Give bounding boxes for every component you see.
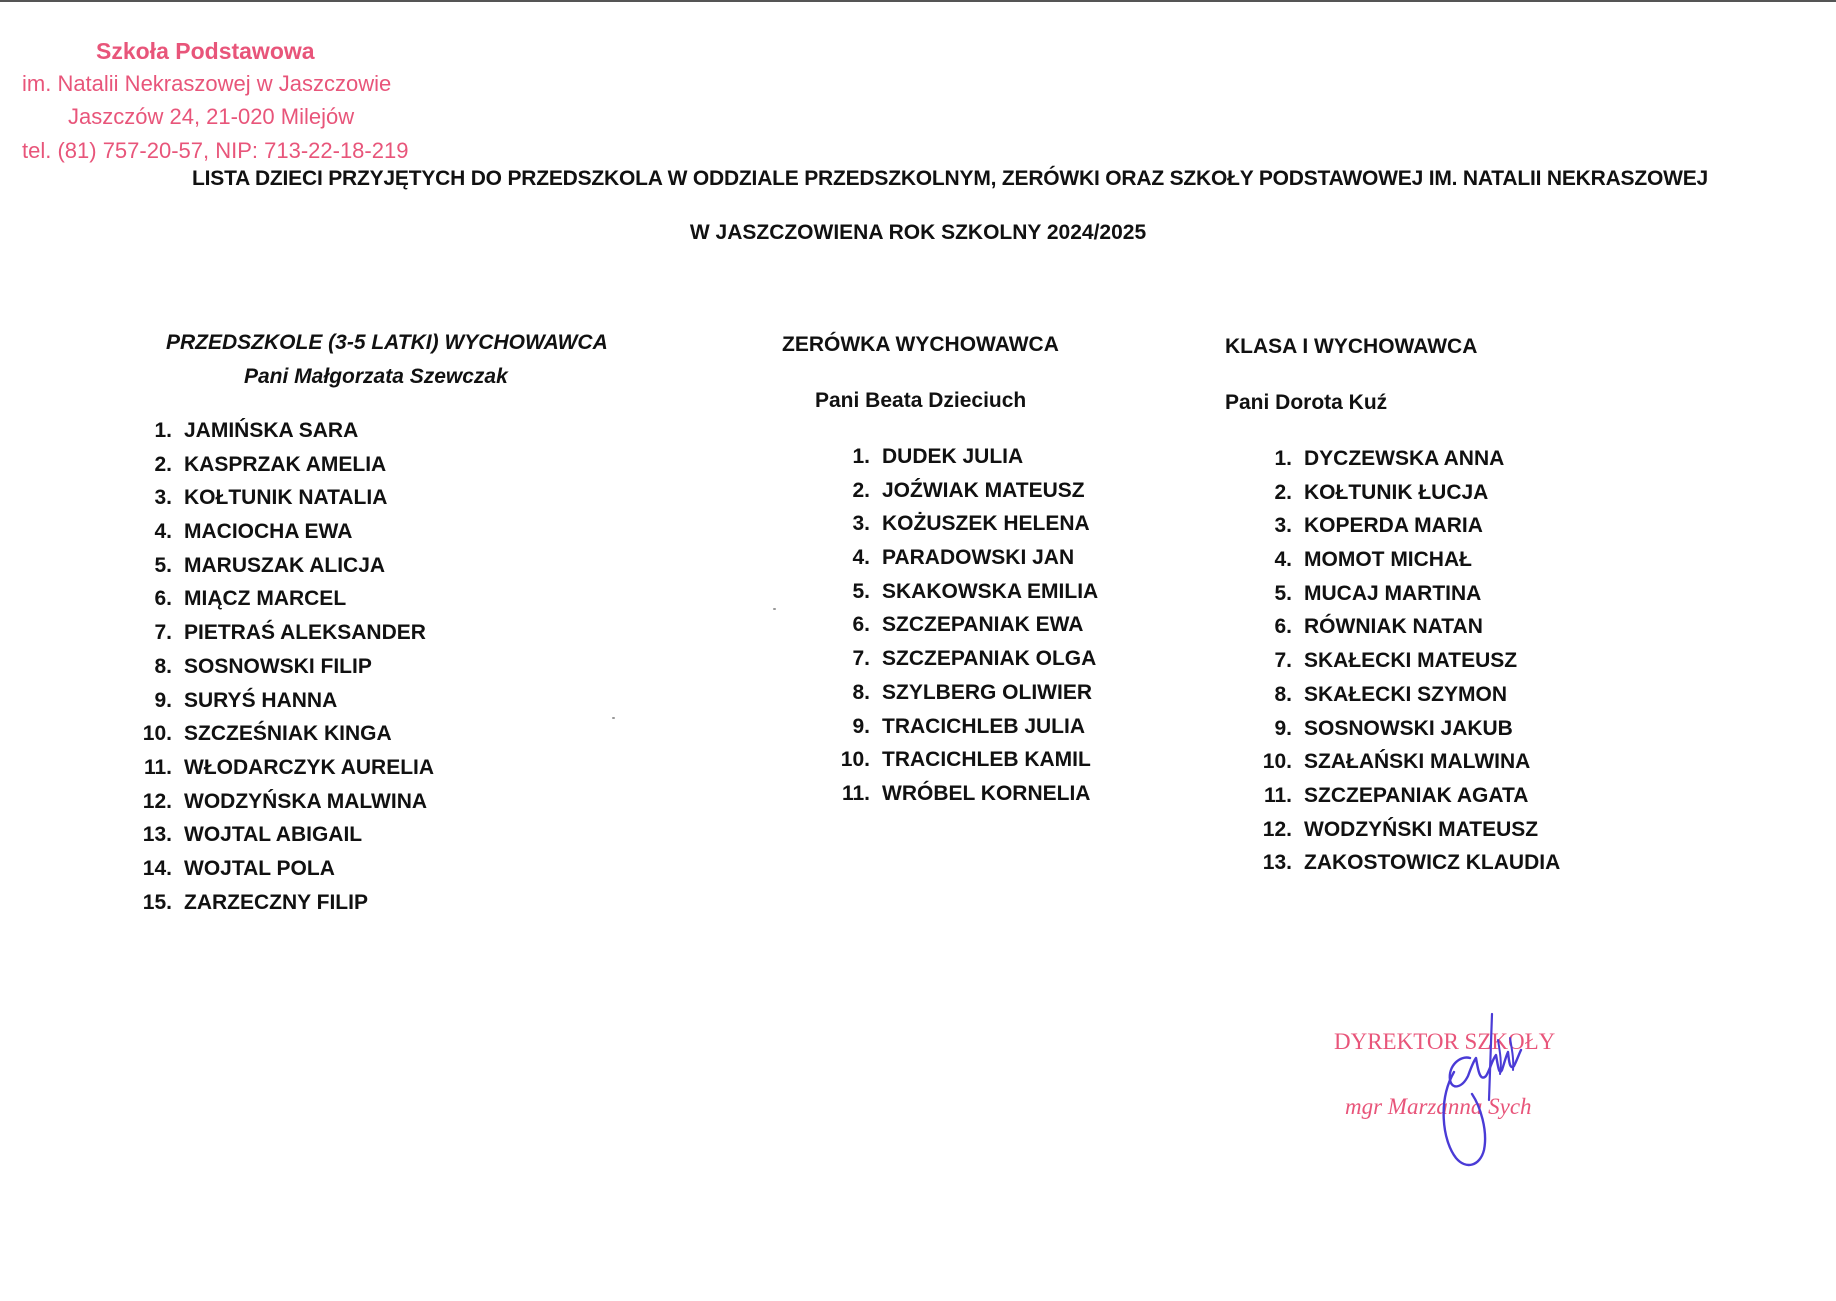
child-name: SURYŚ HANNA [184, 688, 338, 712]
child-number: 8. [154, 654, 172, 678]
child-number: 5. [1274, 581, 1292, 605]
child-number: 13. [1262, 851, 1292, 875]
child-name: SOSNOWSKI JAKUB [1304, 716, 1513, 740]
child-number: 3. [154, 486, 172, 510]
child-name: JAMIŃSKA SARA [184, 419, 359, 442]
scan-top-edge [0, 0, 1836, 2]
child-number: 6. [154, 587, 172, 611]
stamp-line-4: tel. (81) 757-20-57, NIP: 713-22-18-219 [22, 138, 409, 163]
child-name: MACIOCHA EWA [184, 520, 353, 544]
column-heading-klasa-1: KLASA I WYCHOWAWCA [1225, 335, 1478, 358]
child-number: 12. [142, 789, 172, 813]
child-name: KOPERDA MARIA [1304, 514, 1483, 538]
child-number: 7. [1274, 649, 1292, 673]
stamp-line-2: im. Natalii Nekraszowej w Jaszczowie [22, 71, 392, 96]
child-name: SOSNOWSKI FILIP [184, 654, 372, 678]
director-signature-block [1330, 1010, 1650, 1180]
director-name: mgr Marzanna Sych [1345, 1094, 1532, 1119]
child-number: 1. [1274, 447, 1292, 470]
stamp-line-3: Jaszczów 24, 21-020 Milejów [68, 104, 355, 129]
handwritten-signature-icon [1330, 1010, 1650, 1180]
child-name: WŁODARCZYK AURELIA [184, 755, 435, 779]
child-name: RÓWNIAK NATAN [1304, 615, 1483, 639]
child-name: SKAKOWSKA EMILIA [882, 579, 1099, 603]
child-number: 4. [1274, 548, 1292, 572]
child-number: 14. [142, 856, 172, 880]
child-name: MUCAJ MARTINA [1304, 581, 1482, 605]
child-name: SKAŁECKI SZYMON [1304, 682, 1508, 706]
child-name: MARUSZAK ALICJA [184, 553, 386, 577]
child-name: TRACICHLEB KAMIL [882, 748, 1091, 772]
child-number: 2. [852, 478, 870, 502]
child-name: KASPRZAK AMELIA [184, 452, 387, 476]
child-number: 4. [154, 520, 172, 544]
column-heading-zerowka: ZERÓWKA WYCHOWAWCA [782, 333, 1059, 356]
child-number: 10. [840, 748, 870, 772]
child-name: WOJTAL POLA [184, 856, 335, 880]
child-number: 8. [852, 680, 870, 704]
child-number: 11. [841, 781, 870, 805]
teacher-klasa-1: Pani Dorota Kuź [1225, 391, 1388, 414]
child-number: 2. [1274, 480, 1292, 504]
child-name: SZAŁAŃSKI MALWINA [1304, 750, 1531, 774]
child-name: MOMOT MICHAŁ [1304, 548, 1472, 572]
child-number: 8. [1274, 682, 1292, 706]
child-number: 10. [1262, 750, 1292, 774]
scan-speck [773, 608, 776, 610]
child-name: MIĄCZ MARCEL [184, 587, 347, 611]
child-name: PIETRAŚ ALEKSANDER [184, 621, 426, 645]
child-number: 13. [142, 823, 172, 847]
teacher-przedszkole: Pani Małgorzata Szewczak [244, 365, 508, 388]
director-title: DYREKTOR SZKOŁY [1334, 1029, 1556, 1054]
child-number: 5. [852, 579, 870, 603]
child-name: SZCZEPANIAK AGATA [1304, 783, 1529, 807]
child-name: ZARZECZNY FILIP [184, 890, 368, 914]
child-number: 7. [852, 647, 870, 671]
child-name: SKAŁECKI MATEUSZ [1304, 649, 1518, 673]
child-number: 5. [154, 553, 172, 577]
child-number: 11. [143, 755, 172, 779]
child-number: 2. [154, 452, 172, 476]
child-number: 15. [142, 890, 172, 914]
child-name: KOŁTUNIK NATALIA [184, 486, 388, 510]
child-number: 12. [1262, 817, 1292, 841]
child-name: SZCZEŚNIAK KINGA [184, 722, 392, 746]
child-name: WODZYŃSKA MALWINA [184, 789, 428, 813]
child-number: 10. [142, 722, 172, 746]
child-name: KOŁTUNIK ŁUCJA [1304, 480, 1489, 504]
child-number: 9. [852, 714, 870, 738]
child-name: ZAKOSTOWICZ KLAUDIA [1304, 851, 1561, 875]
scan-speck [612, 717, 615, 719]
child-name: PARADOWSKI JAN [882, 546, 1075, 570]
child-number: 7. [154, 621, 172, 645]
child-number: 6. [1274, 615, 1292, 639]
child-number: 3. [852, 512, 870, 536]
child-name: JOŹWIAK MATEUSZ [882, 478, 1085, 502]
child-name: KOŻUSZEK HELENA [882, 512, 1090, 536]
stamp-line-1: Szkoła Podstawowa [96, 38, 315, 64]
child-number: 6. [852, 613, 870, 637]
child-number: 1. [154, 419, 172, 442]
document-title-line-2: W JASZCZOWIENA ROK SZKOLNY 2024/2025 [689, 221, 1147, 244]
child-name: WODZYŃSKI MATEUSZ [1304, 817, 1539, 841]
child-name: SZYLBERG OLIWIER [882, 680, 1092, 704]
child-number: 11. [1263, 783, 1292, 807]
child-name: DUDEK JULIA [882, 445, 1024, 468]
child-number: 9. [1274, 716, 1292, 740]
child-number: 1. [852, 445, 870, 468]
teacher-zerowka: Pani Beata Dzieciuch [815, 389, 1027, 412]
child-name: WRÓBEL KORNELIA [882, 781, 1091, 805]
child-name: WOJTAL ABIGAIL [184, 823, 363, 847]
document-title: LISTA DZIECI PRZYJĘTYCH DO PRZEDSZKOLA W ODDZIALE PRZEDSZKOLNYM, ZERÓWKI ORAZ SZKOŁY PODSTAWOWEJ IM. NATALII NEKRASZOWEJ [192, 167, 1709, 190]
column-heading-przedszkole: PRZEDSZKOLE (3-5 LATKI) WYCHOWAWCA [166, 331, 608, 354]
child-name: SZCZEPANIAK OLGA [882, 647, 1097, 671]
child-number: 9. [154, 688, 172, 712]
child-name: SZCZEPANIAK EWA [882, 613, 1084, 637]
child-number: 4. [852, 546, 870, 570]
child-name: TRACICHLEB JULIA [882, 714, 1085, 738]
child-number: 3. [1274, 514, 1292, 538]
child-name: DYCZEWSKA ANNA [1304, 447, 1505, 470]
